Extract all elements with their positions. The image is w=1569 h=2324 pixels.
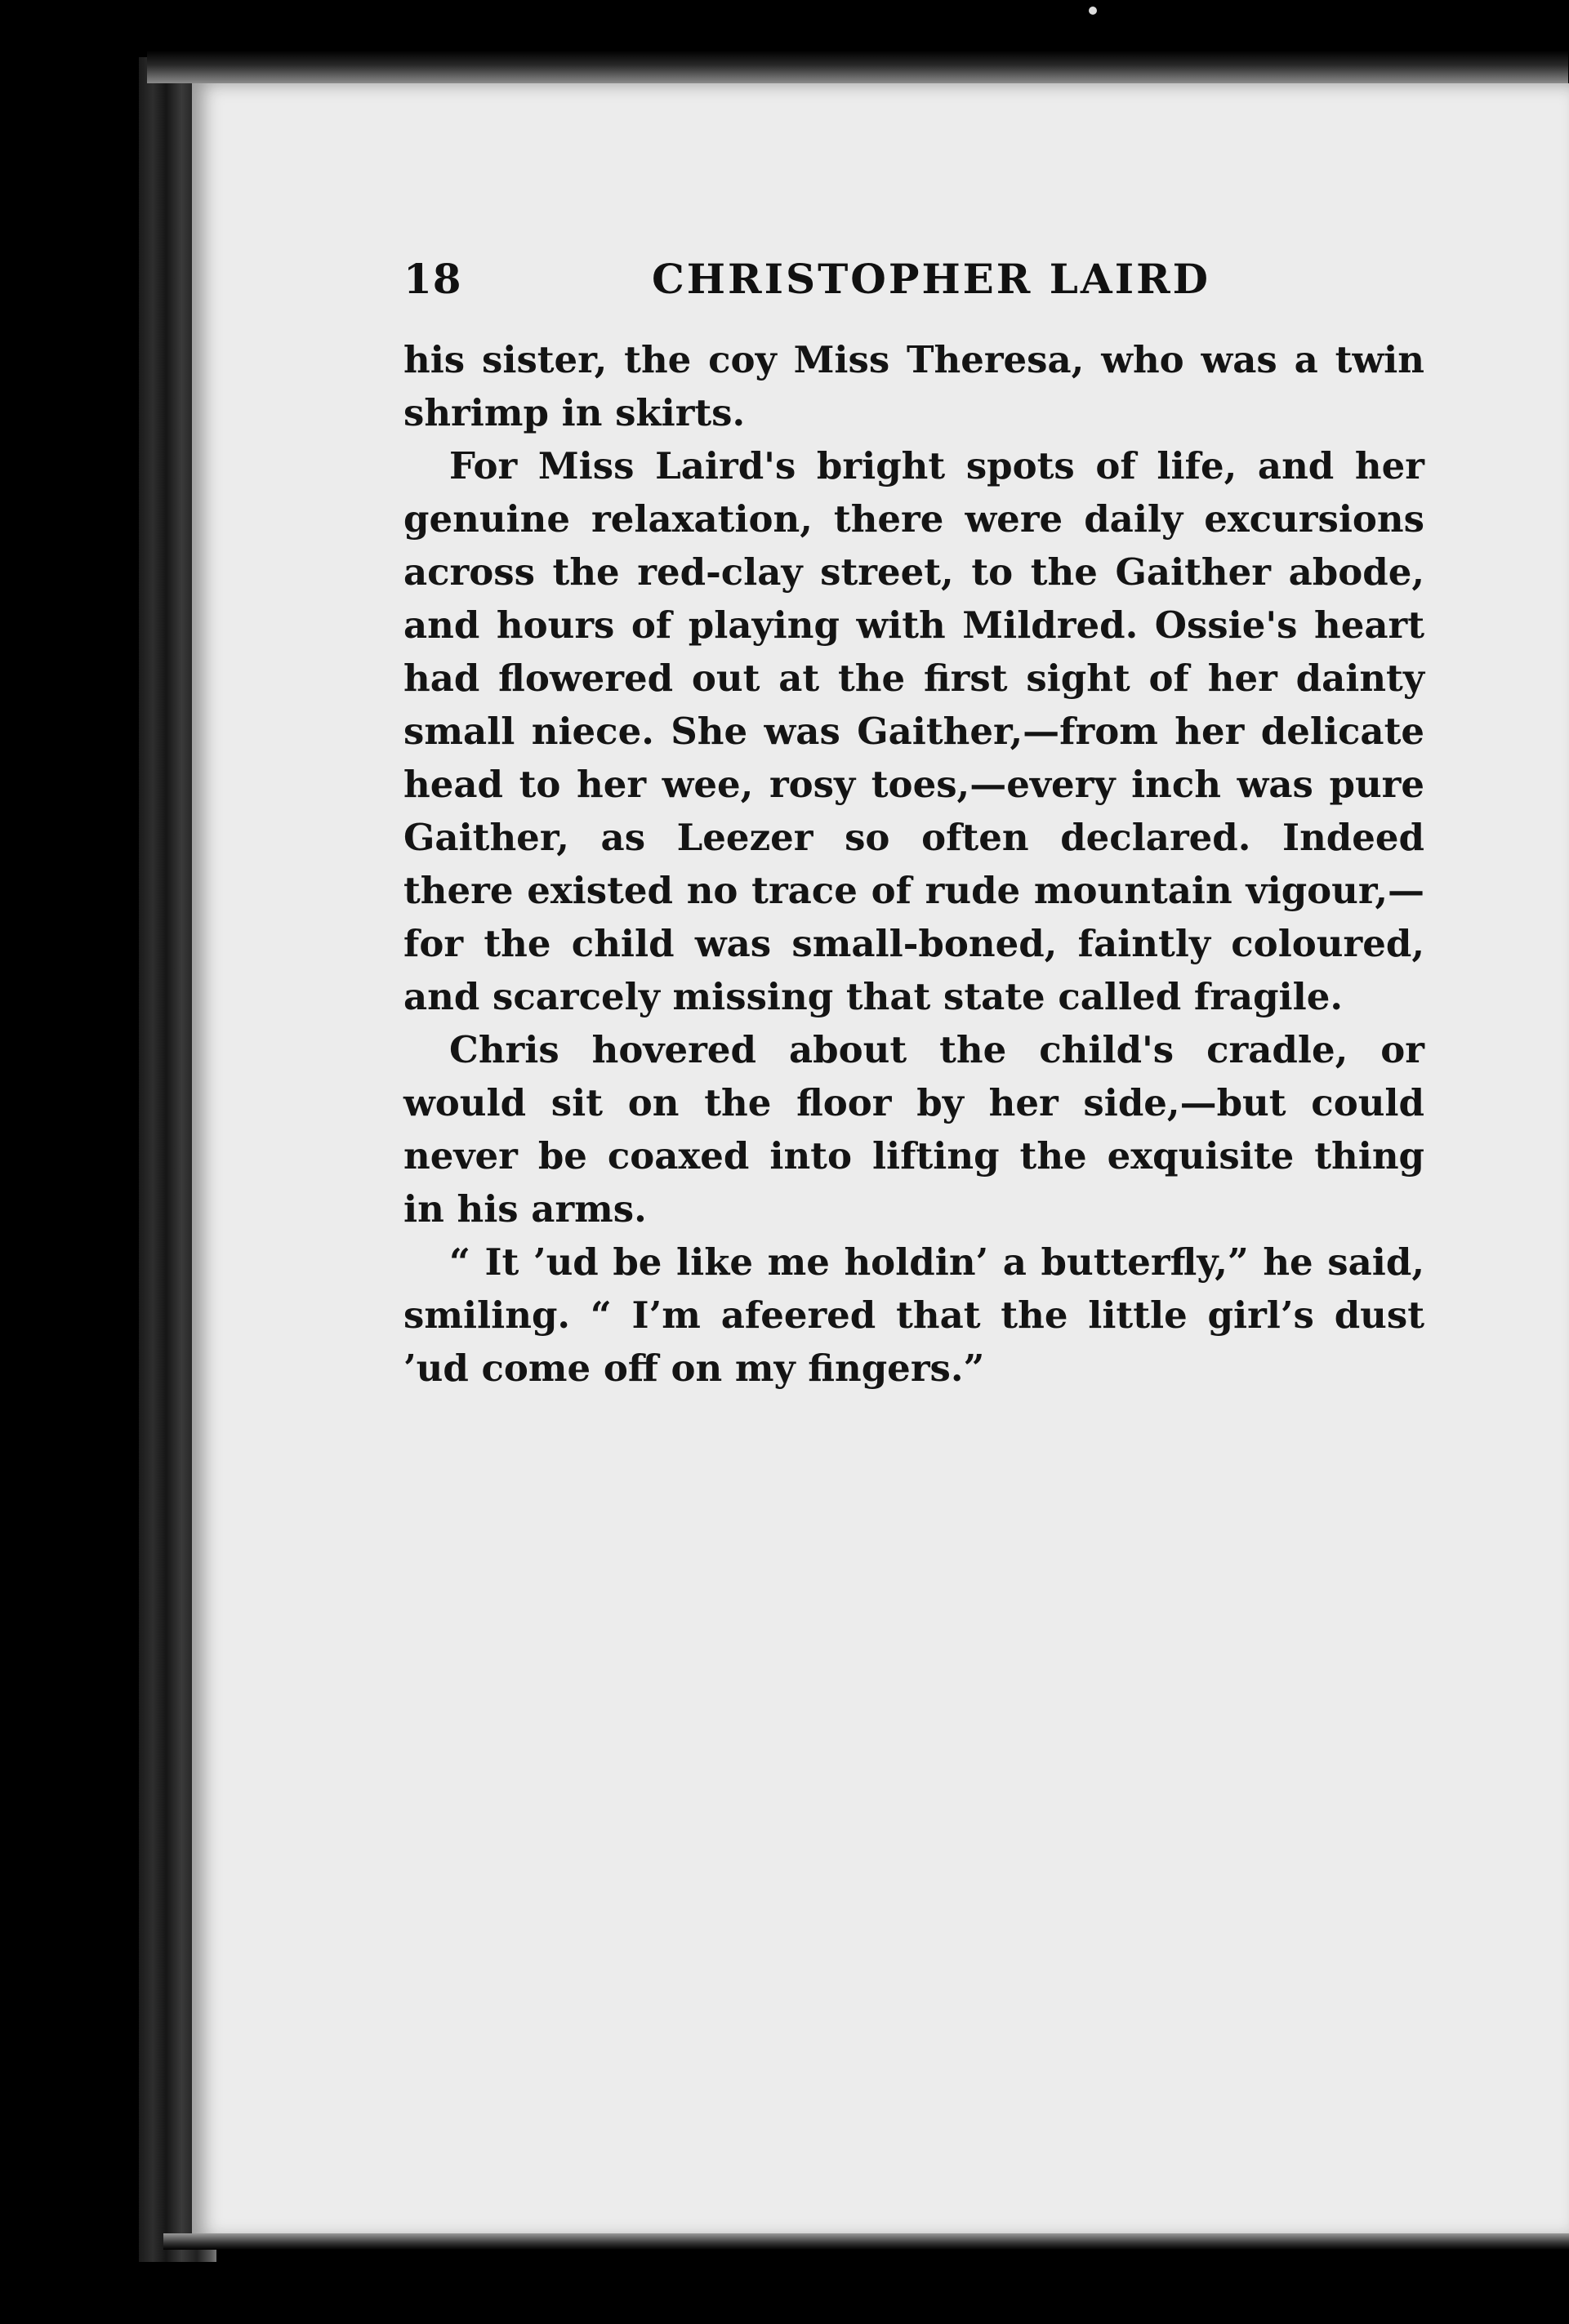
page-number: 18 bbox=[403, 255, 462, 303]
page-top-edge bbox=[147, 51, 1568, 83]
paragraph: his sister, the coy Miss Theresa, who was a twin shrimp in skirts. bbox=[403, 338, 1424, 434]
page-bottom-edge bbox=[163, 2233, 1569, 2250]
running-head bbox=[403, 255, 1424, 312]
body-text bbox=[403, 333, 1424, 1395]
scan-speck bbox=[1089, 7, 1097, 15]
paragraph: For Miss Laird's bright spots of life, and her genuine relaxation, there were daily excursions across the red-clay street, to the Gaither abode, and hours of playing with Mildred. Ossie's heart had flowered out at the first sight of her dainty small niece. She was Gaither,—from her delicate head to her wee, rosy toes,—every inch was pure Gaither, as Leezer so often declared. Indeed there existed no trace of rude mountain vigour,—for the child was small-boned, faintly coloured, and scarcely missing that state called fragile. bbox=[403, 444, 1424, 1018]
running-title: CHRISTOPHER LAIRD bbox=[652, 255, 1211, 303]
paragraph: “ It ’ud be like me holdin’ a butterfly,” he said, smiling. “ I’m afeered that the little girl’s dust ’ud come off on my fingers.” bbox=[403, 1240, 1424, 1390]
paragraph: Chris hovered about the child's cradle, or would sit on the floor by her side,—but could never be coaxed into lifting the exquisite thing in his arms. bbox=[403, 1028, 1424, 1231]
